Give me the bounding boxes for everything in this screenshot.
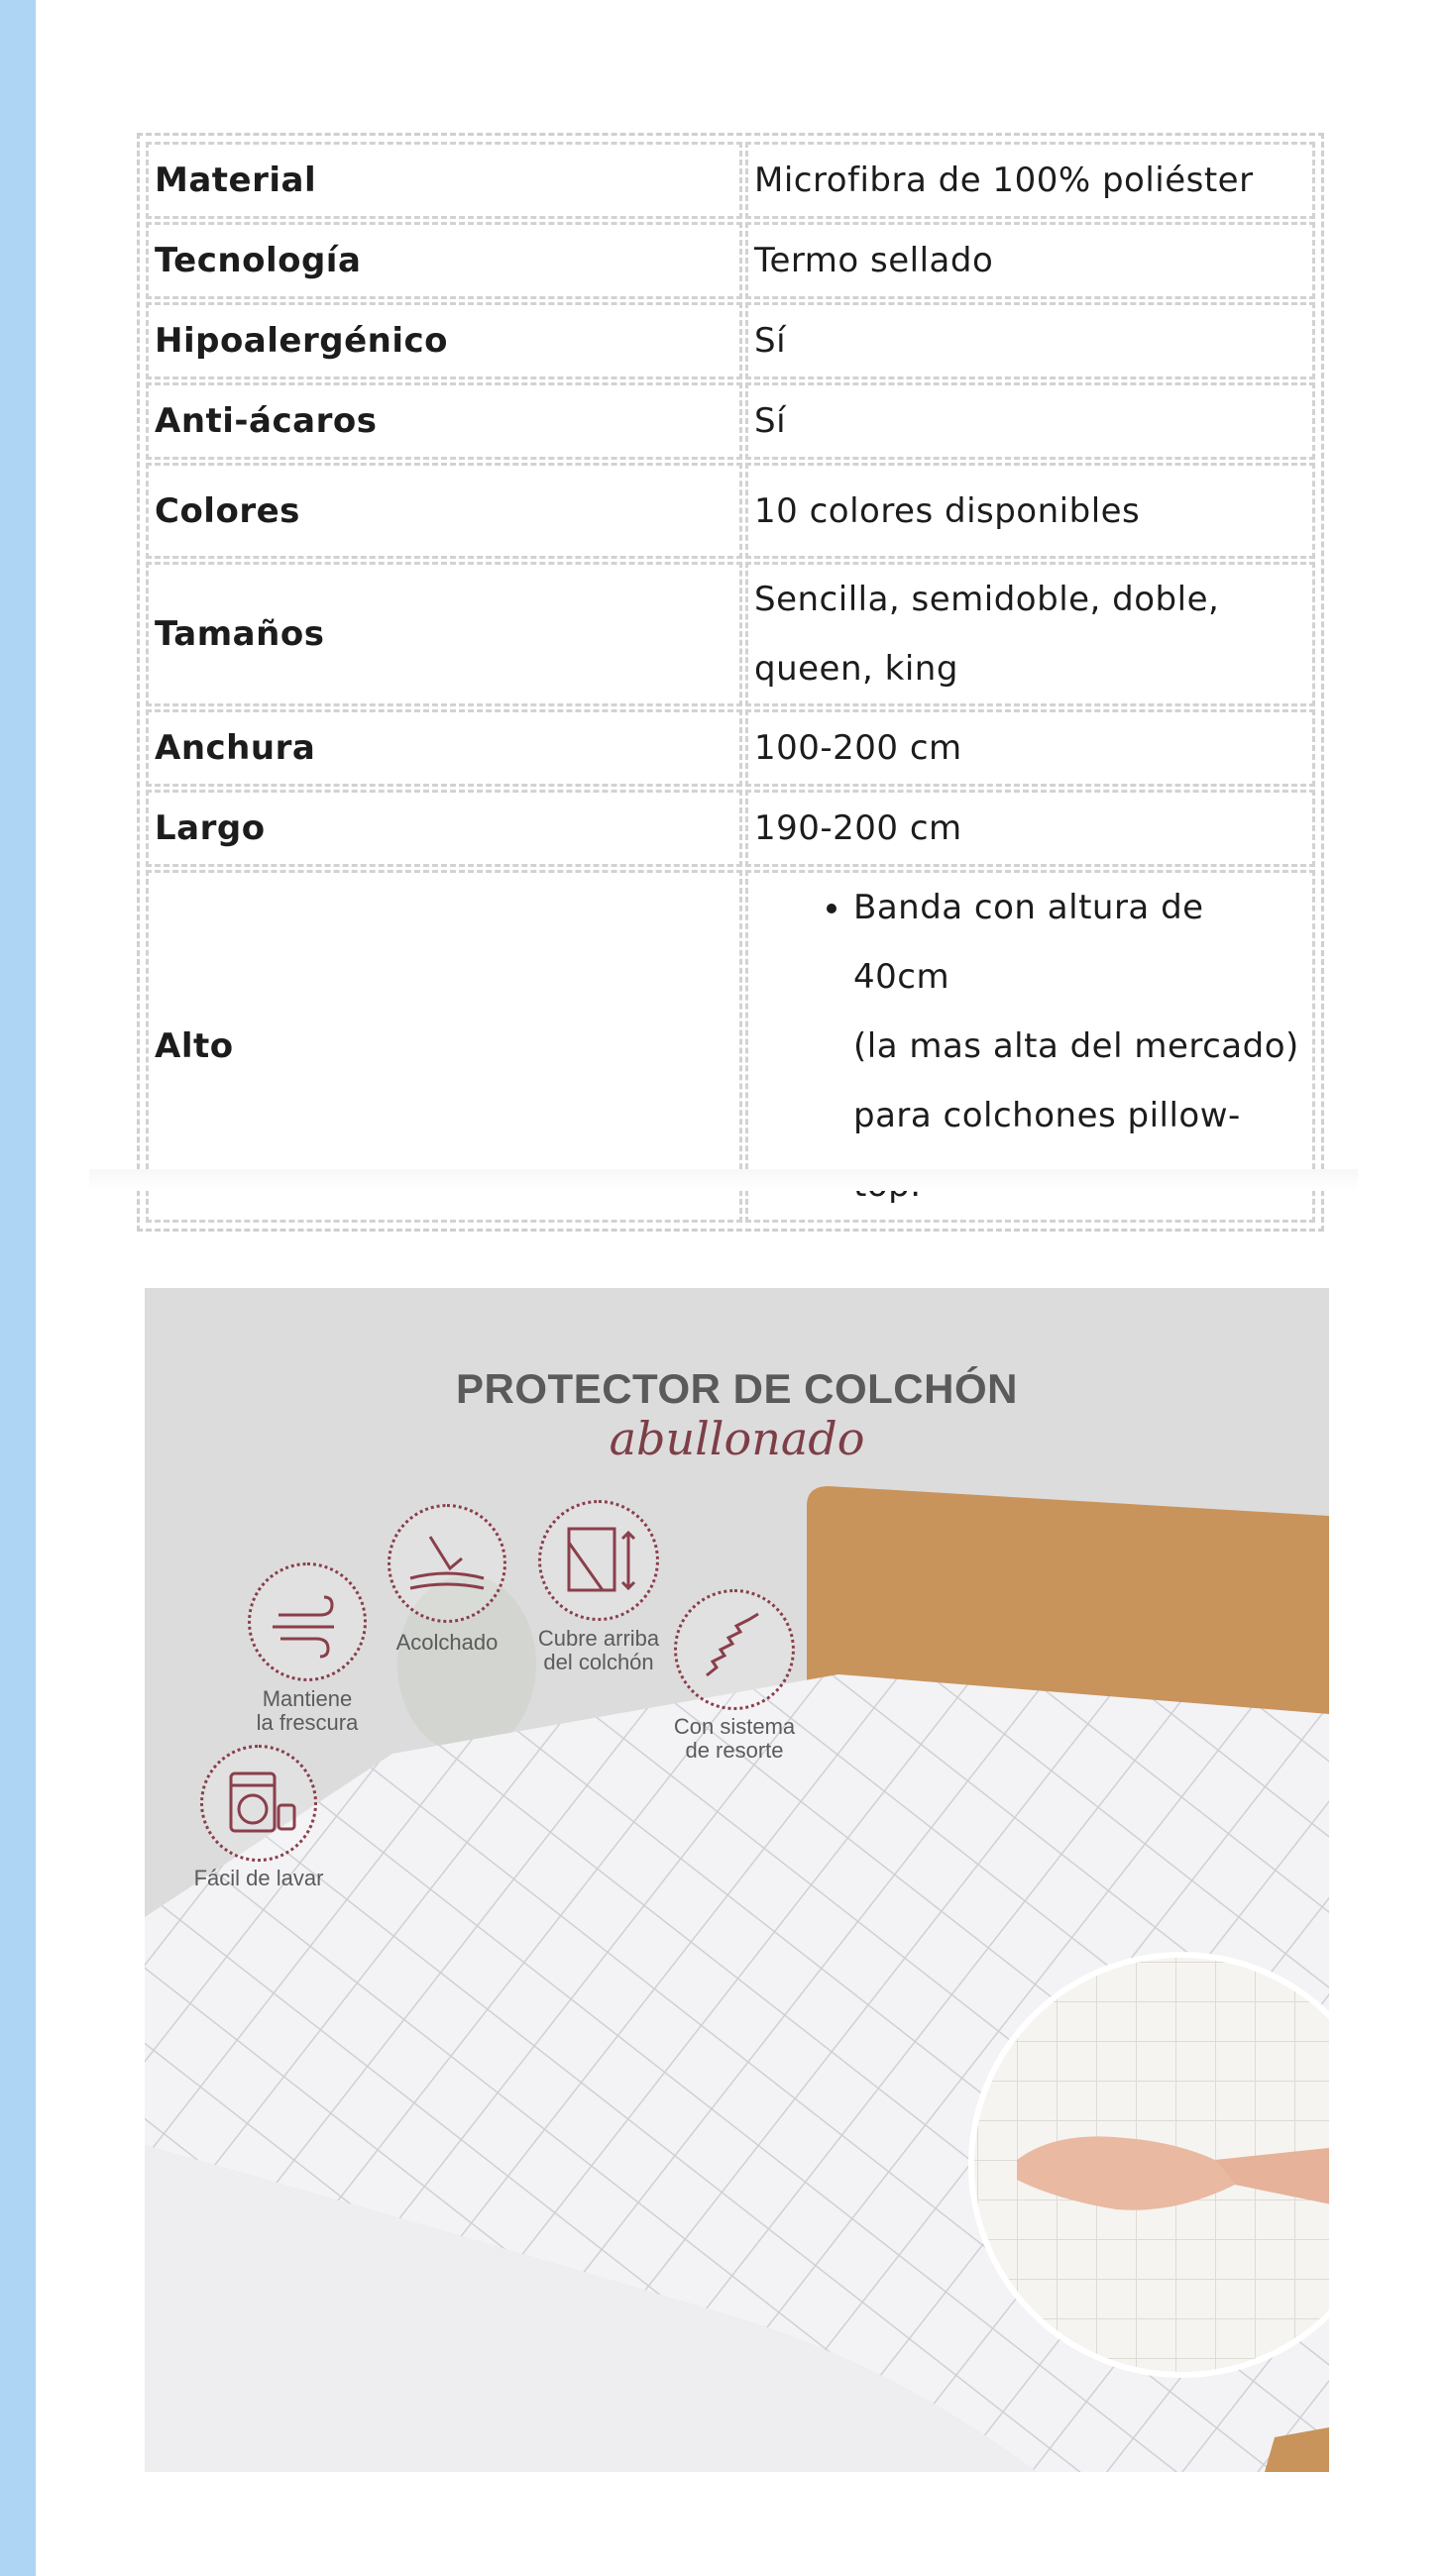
spec-value: Sí xyxy=(745,382,1315,460)
bullet-list xyxy=(754,873,1308,1220)
product-image xyxy=(145,1288,1329,2472)
hand-press-icon xyxy=(388,1504,506,1623)
spec-label: Alto xyxy=(146,870,742,1223)
section-divider xyxy=(89,1169,1358,1191)
feature-label: Fácil de lavar xyxy=(193,1866,324,1890)
feature-label xyxy=(208,1687,406,1735)
spec-value: 10 colores disponibles xyxy=(745,463,1315,559)
spring-icon xyxy=(674,1589,795,1710)
feature-label: Acolchado xyxy=(395,1630,499,1655)
spec-label: Material xyxy=(146,142,742,219)
washing-machine-icon xyxy=(200,1745,317,1862)
feature-label xyxy=(500,1627,698,1674)
list-item xyxy=(853,873,1308,1220)
bullet-line: para colchones pillow- xyxy=(853,1096,1241,1135)
table-row xyxy=(146,382,1315,460)
spec-label: Hipoalergénico xyxy=(146,302,742,379)
spec-value-line: Sencilla, semidoble, doble, xyxy=(754,580,1220,619)
specs-table xyxy=(137,133,1324,1232)
spec-label: Tamaños xyxy=(146,562,742,706)
spec-value: 190-200 cm xyxy=(745,790,1315,867)
spec-label: Anchura xyxy=(146,709,742,787)
spec-value: 100-200 cm xyxy=(745,709,1315,787)
wind-icon xyxy=(248,1562,367,1681)
table-row xyxy=(146,709,1315,787)
table-row xyxy=(146,302,1315,379)
mattress-cover-icon xyxy=(538,1500,659,1621)
feature-label xyxy=(635,1715,834,1763)
spec-value: Termo sellado xyxy=(745,222,1315,299)
table-row xyxy=(146,562,1315,706)
spec-label: Anti-ácaros xyxy=(146,382,742,460)
spec-label: Largo xyxy=(146,790,742,867)
spec-value xyxy=(745,562,1315,706)
table-row xyxy=(146,790,1315,867)
feature-label-line: Mantiene xyxy=(262,1686,353,1711)
table-row xyxy=(146,463,1315,559)
feature-label-line: Cubre arriba xyxy=(537,1626,660,1651)
spec-value: Sí xyxy=(745,302,1315,379)
promo-subtitle: abullonado xyxy=(609,1412,865,1465)
table-row xyxy=(146,222,1315,299)
feature-label-line: de resorte xyxy=(685,1738,784,1763)
promo-title: PROTECTOR DE COLCHÓN xyxy=(456,1365,1018,1412)
spec-value-line: queen, king xyxy=(754,649,958,689)
feature-label-line: Con sistema xyxy=(673,1714,796,1739)
spec-value: Microfibra de 100% poliéster xyxy=(745,142,1315,219)
bullet-line: Banda con altura de 40cm xyxy=(853,888,1204,997)
spec-label: Colores xyxy=(146,463,742,559)
feature-label-line: del colchón xyxy=(543,1650,654,1674)
left-accent-bar xyxy=(0,0,36,2576)
table-row xyxy=(146,142,1315,219)
bullet-line: (la mas alta del mercado) xyxy=(853,1026,1299,1066)
spec-label: Tecnología xyxy=(146,222,742,299)
feature-label-line: la frescura xyxy=(256,1710,359,1735)
